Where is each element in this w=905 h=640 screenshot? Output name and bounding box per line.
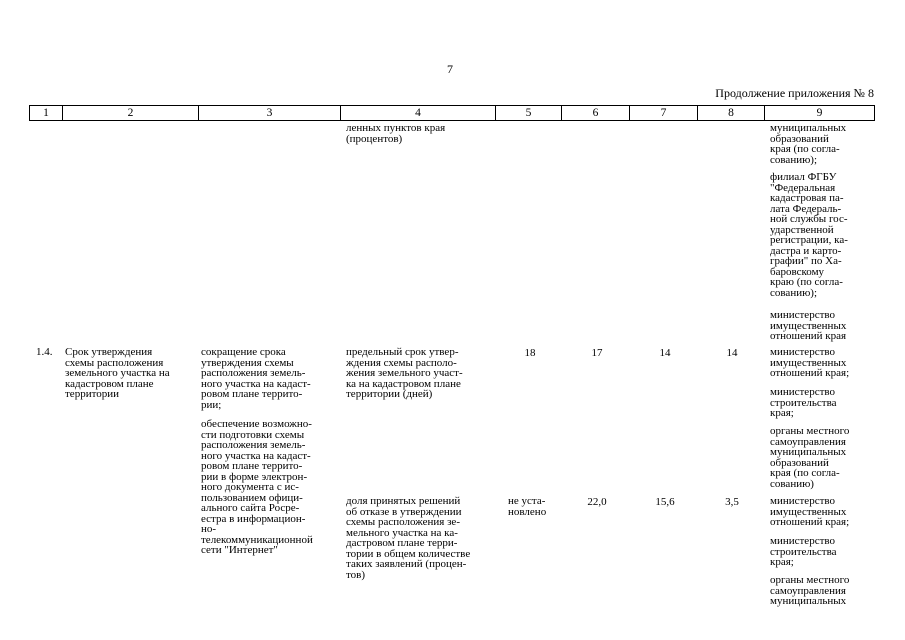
indicator-2-executor-3: органы местного самоуправления муниципальных [770, 574, 850, 607]
carryover-executor-c: министерство имущественных отношений края [770, 309, 847, 342]
indicator-1-value-col8: 14 [726, 347, 738, 359]
header-col-7: 7 [630, 105, 698, 121]
indicator-2-executor-1: министерство имущественных отношений края; [770, 495, 850, 528]
indicator-2-value-col7: 15,6 [655, 496, 675, 508]
indicator-1-executor-2: министерство строительства края; [770, 386, 837, 419]
row-title: Срок утверждения схемы расположения земельного участка на кадастровом плане территории [65, 346, 170, 400]
indicator-1-value-col7: 14 [659, 347, 671, 359]
indicator-2-value-col6: 22,0 [587, 496, 607, 508]
header-col-9: 9 [765, 105, 875, 121]
row-number: 1.4. [36, 346, 53, 358]
header-col-5: 5 [496, 105, 562, 121]
header-col-4: 4 [341, 105, 496, 121]
indicator-2-value-col5: не уста- новлено [508, 495, 547, 518]
table-header-row [29, 105, 875, 121]
indicator-1-value-col5: 18 [524, 347, 536, 359]
indicator-1-value-col6: 17 [591, 347, 603, 359]
indicator-1-text: предельный срок утвер- ждения схемы располо- жения земельного участ- ка на кадастровом плане территории (дней) [346, 346, 463, 400]
header-col-8: 8 [698, 105, 765, 121]
indicator-2-value-col8: 3,5 [725, 496, 739, 508]
header-col-6: 6 [562, 105, 630, 121]
page-number: 7 [447, 62, 453, 76]
measure-a: сокращение срока утверждения схемы расположения земель- ного участка на кадаст- ровом плане террито- рии; [201, 346, 311, 411]
carryover-executor-b: филиал ФГБУ "Федеральная кадастровая па- лата Федераль- ной службы гос- ударственной регистрации, ка- дастра и карто- графии" по Ха- баровскому краю (по согла- сованию); [770, 171, 848, 299]
carryover-indicator-text: ленных пунктов края (процентов) [346, 122, 446, 145]
indicator-2-text: доля принятых решений об отказе в утверждении схемы расположения зе- мельного участка на ка- дастровом плане терри- тории в общем количестве таких заявлений (процен- тов) [346, 495, 471, 581]
carryover-executor-a: муниципальных образований края (по согла- сованию); [770, 122, 847, 166]
indicator-1-executor-3: органы местного самоуправления муниципальных образований края (по согла- сованию) [770, 425, 850, 490]
measure-b: обеспечение возможно- сти подготовки схемы расположения земель- ного участка на кадаст- ровом плане террито- рии в форме электрон- ного документа с ис- пользованием офици- ального сайта Росре- естра в информацион- но- телекоммуникационной сети "Интернет" [201, 418, 313, 556]
header-col-1: 1 [29, 105, 63, 121]
indicator-2-executor-2: министерство строительства края; [770, 535, 837, 568]
header-col-2: 2 [63, 105, 199, 121]
header-col-3: 3 [199, 105, 341, 121]
indicator-1-executor-1: министерство имущественных отношений края; [770, 346, 850, 379]
continuation-label: Продолжение приложения № 8 [715, 86, 874, 100]
